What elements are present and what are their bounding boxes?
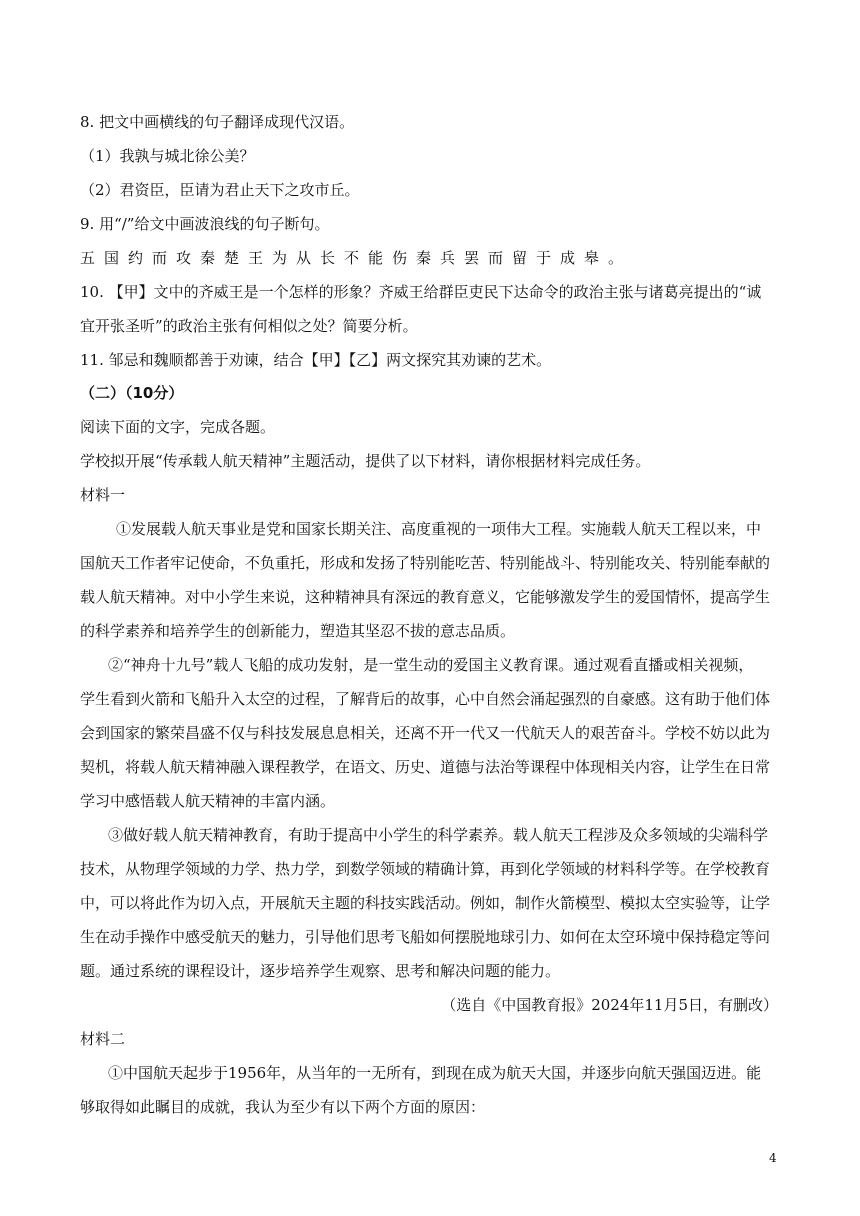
material-1-title: 材料一 — [80, 486, 126, 504]
material-1-p3-line: 中，可以将此作为切入点，开展航天主题的科技实践活动。例如，制作火箭模型、模拟太空实验等，让学 — [80, 894, 771, 912]
material-2-p1-line: ①中国航天起步于1956年，从当年的一无所有，到现在成为航天大国，并逐步向航天强国迈进。能 — [108, 1064, 762, 1082]
question-10-line-1: 10. 【甲】文中的齐威王是一个怎样的形象？齐威王给群臣吏民下达命令的政治主张与诸葛亮提出的“诚 — [80, 283, 762, 301]
material-1-p3-line: 技术，从物理学领域的力学、热力学，到数学领域的精确计算，再到化学领域的材料科学等。在学校教育 — [80, 860, 771, 878]
material-1-p2-line: 契机，将载人航天精神融入课程教学，在语文、历史、道德与法治等课程中体现相关内容，让学生在日常 — [80, 758, 771, 776]
material-1-p1-line: ①发展载人航天事业是党和国家长期关注、高度重视的一项伟大工程。实施载人航天工程以来，中 — [116, 520, 762, 538]
section-2-intro: 学校拟开展“传承载人航天精神”主题活动，提供了以下材料，请你根据材料完成任务。 — [80, 452, 651, 470]
material-1-p3-line: 题。通过系统的课程设计，逐步培养学生观察、思考和解决问题的能力。 — [80, 962, 561, 980]
material-1-p2-line: 学生看到火箭和飞船升入太空的过程，了解背后的故事，心中自然会涌起强烈的自豪感。这有助于他们体 — [80, 690, 771, 708]
question-9-text: 五国约而攻秦楚王为从长不能伤秦兵罢而留于成皋。 — [80, 249, 633, 267]
question-8-2: （2）君资臣，臣请为君止天下之攻市丘。 — [80, 181, 360, 199]
question-8: 8. 把文中画横线的句子翻译成现代汉语。 — [80, 113, 355, 131]
question-9: 9. 用“/”给文中画波浪线的句子断句。 — [80, 215, 330, 233]
page-number: 4 — [769, 1151, 777, 1165]
material-1-p2-line: ②“神舟十九号”载人飞船的成功发射，是一堂生动的爱国主义教育课。通过观看直播或相关视频， — [108, 656, 754, 674]
material-1-p3-line: ③做好载人航天精神教育，有助于提高中小学生的科学素养。载人航天工程涉及众多领域的尖端科学 — [108, 826, 769, 844]
question-11: 11. 邹忌和魏顺都善于劝谏，结合【甲】【乙】两文探究其劝谏的艺术。 — [80, 351, 552, 369]
material-1-p1-line: 的科学素养和培养学生的创新能力，塑造其坚忍不拔的意志品质。 — [80, 622, 516, 640]
question-8-1: （1）我孰与城北徐公美？ — [80, 147, 255, 165]
material-2-p1-line: 够取得如此瞩目的成就，我认为至少有以下两个方面的原因： — [80, 1098, 486, 1116]
material-1-p2-line: 会到国家的繁荣昌盛不仅与科技发展息息相关，还离不开一代又一代航天人的艰苦奋斗。学校不妨以此为 — [80, 724, 771, 742]
material-1-p1-line: 载人航天精神。对中小学生来说，这种精神具有深远的教育意义，它能够激发学生的爱国情怀，提高学生 — [80, 588, 771, 606]
section-2-heading: （二）（10分） — [80, 384, 184, 402]
material-2-title: 材料二 — [80, 1030, 126, 1048]
material-1-p1-line: 国航天工作者牢记使命，不负重托，形成和发扬了特别能吃苦、特别能战斗、特别能攻关、特别能奉献的 — [80, 554, 771, 572]
section-2-instruction: 阅读下面的文字，完成各题。 — [80, 418, 276, 436]
question-10-line-2: 宜开张圣听”的政治主张有何相似之处？简要分析。 — [80, 317, 418, 335]
material-1-p3-line: 生在动手操作中感受航天的魅力，引导他们思考飞船如何摆脱地球引力、如何在太空环境中保持稳定等问 — [80, 928, 771, 946]
material-1-source: （选自《中国教育报》2024年11月5日，有删改） — [441, 996, 778, 1014]
material-1-p2-line: 学习中感悟载人航天精神的丰富内涵。 — [80, 792, 336, 810]
